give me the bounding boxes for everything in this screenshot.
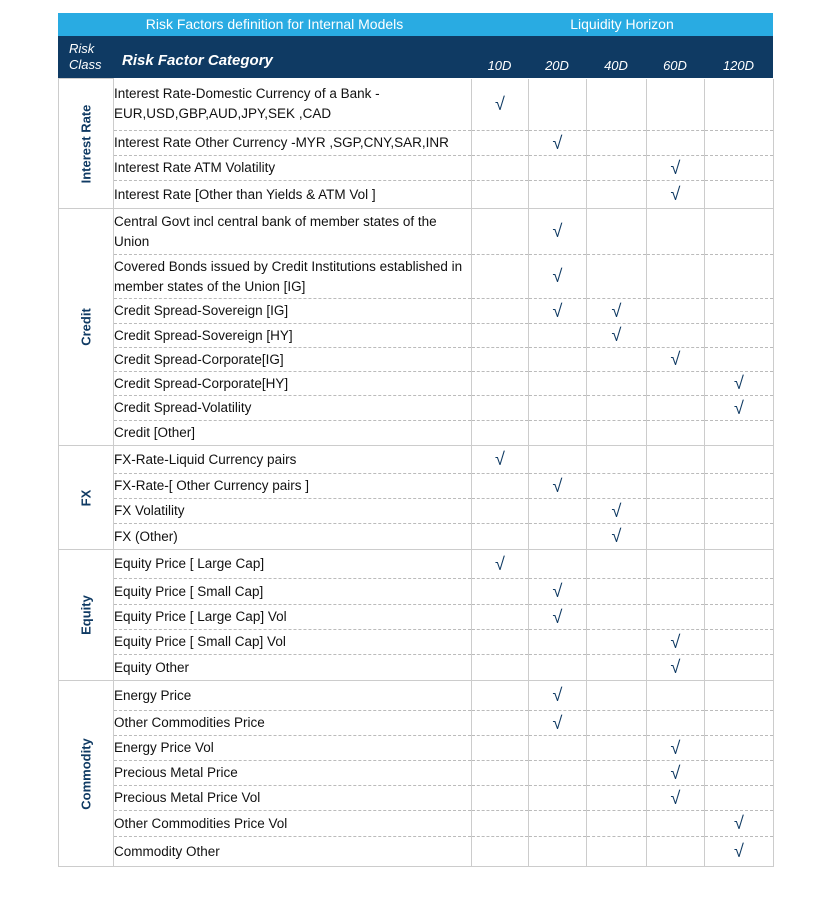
risk-factor-category: FX-Rate-[ Other Currency pairs ] <box>114 474 472 499</box>
horizon-cell-60d <box>647 348 705 372</box>
horizon-cell-10d <box>472 681 529 711</box>
horizon-cell-20d <box>529 524 587 550</box>
risk-factor-category: Interest Rate [Other than Yields & ATM Vol ] <box>114 181 472 209</box>
check-mark-icon: √ <box>670 737 681 758</box>
horizon-cell-120d <box>705 630 774 655</box>
horizon-cell-20d <box>529 711 587 736</box>
horizon-cell-20d <box>529 324 587 348</box>
horizon-cell-40d <box>587 474 647 499</box>
check-mark-icon: √ <box>670 631 681 652</box>
table-row <box>59 324 774 348</box>
horizon-cell-10d <box>472 396 529 421</box>
check-mark-icon: √ <box>670 657 681 677</box>
table-row <box>59 605 774 630</box>
risk-factor-category: FX (Other) <box>114 524 472 550</box>
horizon-cell-20d <box>529 131 587 156</box>
check-mark-icon: √ <box>670 184 681 204</box>
horizon-cell-60d <box>647 711 705 736</box>
horizon-cell-120d <box>705 156 774 181</box>
horizon-cell-60d <box>647 79 705 131</box>
table-row <box>59 655 774 681</box>
horizon-cell-120d <box>705 131 774 156</box>
table-row <box>59 630 774 655</box>
risk-factor-category: Interest Rate ATM Volatility <box>114 156 472 181</box>
horizon-cell-20d <box>529 681 587 711</box>
horizon-cell-60d <box>647 396 705 421</box>
horizon-cell-10d <box>472 324 529 348</box>
check-mark-icon: √ <box>670 157 681 178</box>
horizon-cell-120d <box>705 711 774 736</box>
risk-factor-category: Credit Spread-Volatility <box>114 396 472 421</box>
risk-factor-category: Credit Spread-Sovereign [HY] <box>114 324 472 348</box>
horizon-heading-10d: 10D <box>487 58 512 73</box>
horizon-cell-120d <box>705 299 774 324</box>
risk-factor-category: Precious Metal Price Vol <box>114 786 472 811</box>
horizon-cell-60d <box>647 499 705 524</box>
risk-factor-category: FX-Rate-Liquid Currency pairs <box>114 446 472 474</box>
horizon-cell-20d <box>529 79 587 131</box>
horizon-cell-40d <box>587 761 647 786</box>
horizon-cell-60d <box>647 181 705 209</box>
horizon-cell-60d <box>647 299 705 324</box>
horizon-cell-120d <box>705 837 774 867</box>
horizon-cell-20d <box>529 786 587 811</box>
risk-factor-category: Credit Spread-Sovereign [IG] <box>114 299 472 324</box>
horizon-cell-40d <box>587 499 647 524</box>
table-row <box>59 446 774 474</box>
check-mark-icon: √ <box>552 300 563 321</box>
table-row <box>59 837 774 867</box>
horizon-cell-60d <box>647 421 705 446</box>
table-row <box>59 181 774 209</box>
horizon-cell-60d <box>647 255 705 299</box>
check-mark-icon: √ <box>670 762 681 783</box>
table-row <box>59 372 774 396</box>
table-row <box>59 761 774 786</box>
horizon-cell-40d <box>587 681 647 711</box>
horizon-cell-60d <box>647 736 705 761</box>
horizon-cell-10d <box>472 348 529 372</box>
horizon-cell-40d <box>587 79 647 131</box>
risk-class-cell <box>59 681 114 867</box>
table-row <box>59 736 774 761</box>
check-mark-icon: √ <box>611 325 622 345</box>
check-mark-icon: √ <box>552 221 563 241</box>
horizon-cell-10d <box>472 156 529 181</box>
horizon-cell-60d <box>647 209 705 255</box>
horizon-cell-20d <box>529 605 587 630</box>
horizon-cell-60d <box>647 761 705 786</box>
risk-factor-category: Equity Price [ Small Cap] <box>114 579 472 605</box>
risk-factor-category: Equity Price [ Large Cap] <box>114 550 472 579</box>
table-row <box>59 474 774 499</box>
horizon-cell-120d <box>705 348 774 372</box>
horizon-cell-20d <box>529 421 587 446</box>
horizon-cell-60d <box>647 811 705 837</box>
horizon-cell-10d <box>472 131 529 156</box>
horizon-heading-60d: 60D <box>663 58 687 73</box>
risk-factor-category: Interest Rate Other Currency -MYR ,SGP,CNY,SAR,INR <box>114 131 472 156</box>
horizon-cell-20d <box>529 811 587 837</box>
horizon-cell-120d <box>705 811 774 837</box>
table-row <box>59 396 774 421</box>
horizon-cell-60d <box>647 156 705 181</box>
table-row <box>59 499 774 524</box>
horizon-cell-120d <box>705 681 774 711</box>
horizon-cell-120d <box>705 579 774 605</box>
table-row <box>59 255 774 299</box>
horizon-cell-60d <box>647 579 705 605</box>
horizon-cell-20d <box>529 181 587 209</box>
horizon-cell-10d <box>472 655 529 681</box>
horizon-cell-120d <box>705 786 774 811</box>
horizon-cell-20d <box>529 255 587 299</box>
horizon-cell-120d <box>705 499 774 524</box>
table-row <box>59 209 774 255</box>
check-mark-icon: √ <box>611 526 622 546</box>
horizon-cell-10d <box>472 446 529 474</box>
horizon-cell-60d <box>647 446 705 474</box>
horizon-cell-20d <box>529 630 587 655</box>
check-mark-icon: √ <box>611 500 622 521</box>
check-mark-icon: √ <box>670 349 681 369</box>
check-mark-icon: √ <box>552 606 563 627</box>
table-row <box>59 579 774 605</box>
horizon-cell-60d <box>647 837 705 867</box>
horizon-cell-40d <box>587 131 647 156</box>
check-mark-icon: √ <box>552 712 563 733</box>
horizon-cell-60d <box>647 474 705 499</box>
risk-factor-category: Energy Price Vol <box>114 736 472 761</box>
check-mark-icon: √ <box>495 93 505 114</box>
check-mark-icon: √ <box>611 300 622 321</box>
risk-class-label: Interest Rate <box>78 104 94 183</box>
horizon-cell-40d <box>587 524 647 550</box>
horizon-cell-60d <box>647 630 705 655</box>
horizon-cell-40d <box>587 348 647 372</box>
column-header-bar <box>58 36 773 78</box>
horizon-cell-10d <box>472 499 529 524</box>
risk-factor-category: Other Commodities Price Vol <box>114 811 472 837</box>
horizon-cell-10d <box>472 811 529 837</box>
horizon-cell-120d <box>705 324 774 348</box>
horizon-cell-10d <box>472 181 529 209</box>
horizon-cell-120d <box>705 474 774 499</box>
horizon-cell-40d <box>587 156 647 181</box>
horizon-cell-40d <box>587 837 647 867</box>
horizon-cell-20d <box>529 156 587 181</box>
table-row <box>59 131 774 156</box>
check-mark-icon: √ <box>552 475 563 496</box>
horizon-cell-40d <box>587 736 647 761</box>
horizon-cell-40d <box>587 630 647 655</box>
horizon-cell-40d <box>587 655 647 681</box>
check-mark-icon: √ <box>495 553 505 574</box>
risk-class-heading: Risk Class <box>69 41 102 72</box>
risk-factor-category: Other Commodities Price <box>114 711 472 736</box>
check-mark-icon: √ <box>552 581 563 601</box>
horizon-cell-120d <box>705 605 774 630</box>
table-row <box>59 786 774 811</box>
risk-factor-category: Precious Metal Price <box>114 761 472 786</box>
check-mark-icon: √ <box>734 397 744 418</box>
table-row <box>59 524 774 550</box>
horizon-cell-20d <box>529 446 587 474</box>
risk-factor-category: Equity Price [ Small Cap] Vol <box>114 630 472 655</box>
horizon-cell-60d <box>647 655 705 681</box>
horizon-cell-10d <box>472 209 529 255</box>
check-mark-icon: √ <box>495 449 505 469</box>
horizon-heading-120d: 120D <box>722 58 755 73</box>
check-mark-icon: √ <box>552 132 563 153</box>
table-row <box>59 348 774 372</box>
horizon-cell-10d <box>472 630 529 655</box>
horizon-cell-120d <box>705 372 774 396</box>
horizon-cell-20d <box>529 299 587 324</box>
horizon-cell-40d <box>587 605 647 630</box>
horizon-cell-60d <box>647 786 705 811</box>
table-row <box>59 299 774 324</box>
horizon-cell-20d <box>529 499 587 524</box>
table-row <box>59 681 774 711</box>
table-row <box>59 79 774 131</box>
horizon-heading-40d: 40D <box>604 58 628 73</box>
horizon-cell-10d <box>472 255 529 299</box>
risk-factor-category: Credit [Other] <box>114 421 472 446</box>
risk-factor-category: Equity Price [ Large Cap] Vol <box>114 605 472 630</box>
horizon-cell-120d <box>705 655 774 681</box>
horizon-cell-120d <box>705 255 774 299</box>
horizon-cell-40d <box>587 421 647 446</box>
horizon-cell-20d <box>529 736 587 761</box>
risk-class-cell <box>59 209 114 446</box>
horizon-cell-120d <box>705 550 774 579</box>
risk-factor-category: FX Volatility <box>114 499 472 524</box>
horizon-cell-20d <box>529 348 587 372</box>
horizon-cell-120d <box>705 396 774 421</box>
horizon-cell-60d <box>647 324 705 348</box>
risk-class-cell <box>59 550 114 681</box>
risk-factor-grid <box>58 78 774 867</box>
check-mark-icon: √ <box>734 813 744 833</box>
horizon-cell-20d <box>529 837 587 867</box>
horizon-cell-40d <box>587 446 647 474</box>
check-mark-icon: √ <box>734 841 744 861</box>
horizon-cell-20d <box>529 396 587 421</box>
horizon-cell-60d <box>647 550 705 579</box>
risk-factor-category: Central Govt incl central bank of member states of the Union <box>114 209 472 255</box>
horizon-cell-60d <box>647 681 705 711</box>
risk-class-label: Commodity <box>78 737 94 810</box>
horizon-cell-40d <box>587 579 647 605</box>
risk-class-label: Equity <box>78 595 94 635</box>
horizon-cell-10d <box>472 79 529 131</box>
horizon-cell-10d <box>472 524 529 550</box>
table-row <box>59 550 774 579</box>
check-mark-icon: √ <box>552 685 563 705</box>
liquidity-horizon-heading: Liquidity Horizon <box>570 16 674 32</box>
horizon-cell-60d <box>647 372 705 396</box>
horizon-cell-10d <box>472 837 529 867</box>
horizon-cell-40d <box>587 396 647 421</box>
horizon-cell-10d <box>472 605 529 630</box>
horizon-cell-10d <box>472 761 529 786</box>
risk-factor-category: Credit Spread-Corporate[IG] <box>114 348 472 372</box>
horizon-cell-10d <box>472 711 529 736</box>
horizon-cell-120d <box>705 736 774 761</box>
risk-factor-category: Interest Rate-Domestic Currency of a Bank - EUR,USD,GBP,AUD,JPY,SEK ,CAD <box>114 79 472 131</box>
risk-factor-category: Credit Spread-Corporate[HY] <box>114 372 472 396</box>
horizon-cell-10d <box>472 550 529 579</box>
risk-class-label: Credit <box>78 308 94 346</box>
horizon-cell-20d <box>529 372 587 396</box>
check-mark-icon: √ <box>552 266 563 286</box>
horizon-cell-10d <box>472 299 529 324</box>
horizon-cell-20d <box>529 655 587 681</box>
risk-factor-category: Energy Price <box>114 681 472 711</box>
horizon-cell-10d <box>472 421 529 446</box>
horizon-cell-20d <box>529 474 587 499</box>
horizon-cell-40d <box>587 711 647 736</box>
horizon-cell-10d <box>472 474 529 499</box>
risk-factor-category: Covered Bonds issued by Credit Institutions established in member states of the Union [IG] <box>114 255 472 299</box>
horizon-cell-10d <box>472 372 529 396</box>
horizon-cell-60d <box>647 131 705 156</box>
risk-factor-table <box>58 13 773 867</box>
horizon-cell-40d <box>587 209 647 255</box>
horizon-cell-40d <box>587 255 647 299</box>
risk-factor-category: Equity Other <box>114 655 472 681</box>
risk-factor-category: Commodity Other <box>114 837 472 867</box>
horizon-cell-40d <box>587 324 647 348</box>
horizon-cell-120d <box>705 446 774 474</box>
risk-class-cell <box>59 446 114 550</box>
horizon-cell-40d <box>587 550 647 579</box>
table-row <box>59 811 774 837</box>
horizon-cell-40d <box>587 299 647 324</box>
horizon-heading-20d: 20D <box>545 58 569 73</box>
horizon-cell-60d <box>647 524 705 550</box>
horizon-cell-40d <box>587 786 647 811</box>
table-title: Risk Factors definition for Internal Models <box>145 16 404 32</box>
table-row <box>59 156 774 181</box>
table-row <box>59 421 774 446</box>
horizon-cell-120d <box>705 209 774 255</box>
horizon-cell-10d <box>472 736 529 761</box>
horizon-cell-20d <box>529 579 587 605</box>
horizon-cell-20d <box>529 761 587 786</box>
check-mark-icon: √ <box>670 787 681 808</box>
horizon-cell-120d <box>705 181 774 209</box>
horizon-cell-40d <box>587 181 647 209</box>
risk-factor-category-heading: Risk Factor Category <box>122 52 273 69</box>
title-bar <box>58 13 773 36</box>
horizon-cell-120d <box>705 421 774 446</box>
horizon-cell-40d <box>587 811 647 837</box>
risk-class-label: FX <box>78 489 94 506</box>
horizon-cell-10d <box>472 579 529 605</box>
risk-class-cell <box>59 79 114 209</box>
horizon-cell-20d <box>529 209 587 255</box>
horizon-cell-120d <box>705 79 774 131</box>
horizon-cell-120d <box>705 761 774 786</box>
check-mark-icon: √ <box>734 373 744 393</box>
horizon-cell-120d <box>705 524 774 550</box>
table-row <box>59 711 774 736</box>
horizon-cell-60d <box>647 605 705 630</box>
horizon-cell-40d <box>587 372 647 396</box>
horizon-cell-20d <box>529 550 587 579</box>
horizon-cell-10d <box>472 786 529 811</box>
